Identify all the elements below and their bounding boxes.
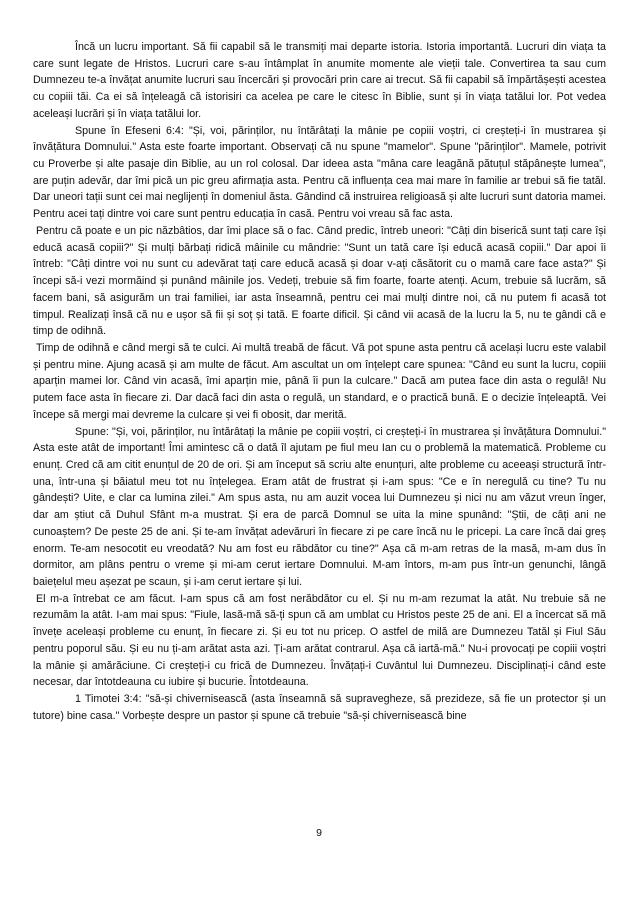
paragraph-forgiveness: El m-a întrebat ce am făcut. I-am spus că am fost nerăbdător cu el. Și nu m-am rezumat la atât. Nu trebuie să ne rezumăm la atât. I-am mai spus: "Fiule, lasă-mă să-ți spun că am umblat cu Hristos peste 25 de ani. El a încercat să mă învețe aceleași probleme cu enunț, în fiecare zi. Și eu tot nu pricep. O astfel de milă are Dumnezeu Tatăl și Fiul Său pentru poporul său. Și eu nu ți-am arătat asta azi. Ți-am arătat contrarul. Așa că iartă-mă." Nu-i provocați pe copiii voștri la mânie și amărăciune. Ci creșteți-i cu frică de Dumnezeu. Învățați-i Cuvântul lui Dumnezeu. Disciplinați-i când este necesar, dar întotdeauna cu iubire și bucurie. Întotdeauna. [33, 592, 606, 689]
paragraph-rest-time: Timp de odihnă e când mergi să te culci. Ai multă treabă de făcut. Vă pot spune asta pentru că același lucru este valabil și pentru mine. Ajung acasă și am multe de făcut. Am ascultat un om înțelept care spunea: "Când eu sunt la lucru, copiii aparțin mamei lor. Când vin acasă, îmi aparțin mie, până îi pun la culcare." Dacă am putea face din asta o regulă! Nu putem face asta în fiecare zi. Dar dacă faci din asta o regulă, un standard, e o practică bună. E o decizie înțeleaptă. Vei începe să mergi mai devreme la culcare și vei fi obosit, dar merită. [33, 341, 606, 421]
paragraph-math-story: Spune: "Și, voi, părinților, nu întărâtați la mânie pe copiii voștri, ci creșteți-i în mustrarea și învățătura Domnului." Asta este atât de important! Îmi amintesc că o dată îl ajutam pe fiul meu Ian cu o problemă la matematică. Probleme cu enunț. Cred că am citit enunțul de 20 de ori. Și am început să scriu alte enunțuri, alte probleme cu aceeași structură într-una, într-una și băiatul meu tot nu înțelegea. Eram atât de frustrat și i-am spus: "Ce e în neregulă cu tine? Tu nu gândești? Uite, e clar ca lumina zilei." Am spus asta, nu am auzit vocea lui Dumnezeu și nici nu am văzut vreun înger, dar am știut că Duhul Sfânt m-a mustrat. Și era de parcă Domnul se uita la mine spunând: "Știi, de câți ani ne cunoaștem? De peste 25 de ani. Și te-am învățat adevăruri în fiecare zi pe care încă nu le pricepi. La care încă dai greș enorm. Te-am nesocotit eu vreodată? Nu am fost eu răbdător cu tine?" Așa că m-am retras de la masă, m-am dus în dormitor, am plâns pentru o vreme și mi-am cerut iertare Domnului. M-am întors, m-am pus într-un genunchi, lângă baiețelul meu așezat pe scaun, și i-am cerut iertare și lui. [33, 425, 606, 588]
paragraph-timothy: 1 Timotei 3:4: "să-și chivernisească (asta înseamnă să supravegheze, să prezideze, să fie un protector și un tutore) bine casa." Vorbește despre un pastor și spune că trebuie "să-și chivernisească bine [33, 693, 606, 722]
paragraph-history: Încă un lucru important. Să fii capabil să le transmiți mai departe istoria. Istoria importantă. Lucruri din viața ta care sunt legate de Hristos. Lucruri care s-au întâmplat în anumite momente ale vieții tale. Convertirea ta sau cum Dumnezeu te-a învățat anumite lucruri sau încercări și provocări prin care ai trecut. Să fii capabil să împărtășești acestea cu copiii tăi. Ca ei să înțeleagă că istorisiri ca acelea pe care le citesc în Biblie, sunt și în viața tatălui lor. Pot vedea aceleași lucrări și în viața tatălui lor. [33, 41, 606, 120]
paragraph-homeschool-fathers: Pentru că poate e un pic năzbâtios, dar îmi place să o fac. Când predic, întreb uneori: "Câți din biserică sunt tați care își educă acasă copiii?" Și mulți bărbați ridică mâinile cu mândrie: "Sunt un tată care își educă acasă copiii." Dar apoi îi întreb: "Câți dintre voi nu sunt cu adevărat tați care educă acasă și doar v-ați căsătorit cu o mamă care face asta?" Și începi să-i vezi mormăind și punând mâinile jos. Vedeți, trebuie să fim foarte, foarte atenți. Acum, trebuie să lucrăm, să facem bani, să asigurăm un trai familiei, iar asta înseamnă, pentru cei mai mulți dintre noi, că nu putem fi acasă tot timpul. Realizați însă că nu e ușor să fii și soț și tată. E foarte dificil. Și când vii acasă de la lucru la 5, nu te gândi că e timp de odihnă. [33, 224, 606, 338]
page-number: 9 [316, 827, 322, 839]
paragraph-ephesians: Spune în Efeseni 6:4: "Și, voi, părinților, nu întărâtați la mânie pe copiii voștri, ci creșteți-i în mustrarea și învățătura Domnului." Asta este foarte important. Observați că nu spune "mamelor". Spune "părinților". Mamele, potrivit cu Proverbe și alte pasaje din Biblie, au un rol colosal. Dar ideea asta "mâna care leagănă pătuțul stăpânește lumea", are puțin adevăr, dar îmi pică un pic greu afirmația asta. Pentru că influența cea mai mare în familie ar trebui să fie tatăl. Dar uneori tații sunt cei mai neglijenți în domeniul ăsta. Gândind că instruirea religioasă și alte lucruri sunt datoria mamei. Pentru acei tați dintre voi care sunt pentru educația în casă. Pentru voi vreau să fac asta. [33, 124, 606, 221]
